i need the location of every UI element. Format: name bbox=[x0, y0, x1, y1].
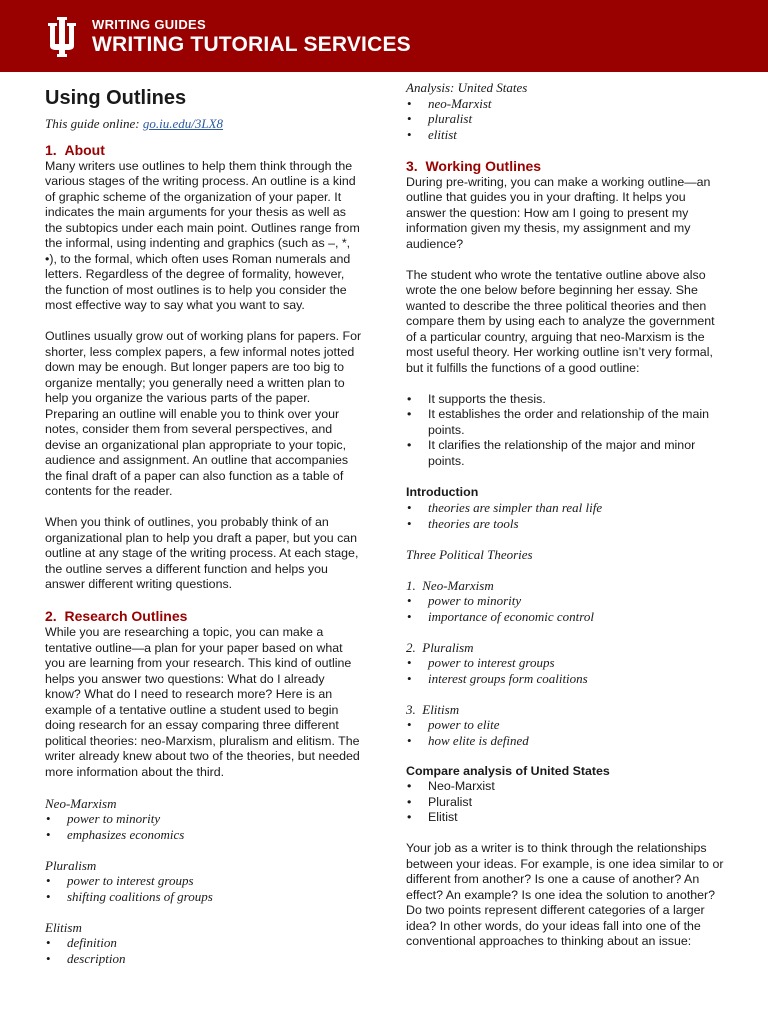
list-item: • It clarifies the relationship of the major and minor points. bbox=[406, 438, 728, 469]
about-paragraph-2: Outlines usually grow out of working plans for papers. For shorter, less complex papers, a few informal notes jotted down may be enough. But longer papers are too big to organize mentally; you generally need a written plan to help you organize the various parts of the paper. Preparing an outline will enable you to think over your notes, consider them from several perspectives, and devise an organizational plan appropriate to your topic, audience and assignment. An outline that accompanies the final draft of a paper can also function as a table of contents for the reader. bbox=[45, 329, 362, 498]
left-column bbox=[45, 80, 363, 982]
right-column bbox=[406, 80, 728, 965]
outline-group-title: Elitism bbox=[45, 919, 82, 935]
header-banner bbox=[0, 0, 768, 72]
analysis-list bbox=[406, 96, 728, 143]
section-heading-about: 1. About bbox=[45, 141, 105, 158]
introduction-title: Introduction bbox=[406, 484, 479, 499]
working-paragraph-1: During pre-writing, you can make a working outline—an outline that guides you in your drafting. It helps you answer the question: How am I going to present my information given my thesis, my assignment and my audience? bbox=[406, 174, 711, 251]
theory-list bbox=[406, 593, 728, 624]
research-paragraph: While you are researching a topic, you can make a tentative outline—a plan for your paper based on what you are learning from your research. This kind of outline helps you answer two questions: What do I already know? What do I need to research more? Here is an example of a tentative outline a student used to begin doing research for an essay comparing three different political theories: neo-Marxism, pluralism and elitism. The writer already knew about two of the theories, but needed more information about the third. bbox=[45, 625, 360, 779]
compare-title: Compare analysis of United States bbox=[406, 763, 610, 778]
list-item: • importance of economic control bbox=[406, 609, 728, 625]
theory-list bbox=[406, 655, 728, 686]
list-item: • Neo-Marxist bbox=[406, 779, 728, 795]
section-heading-research-outlines: 2. Research Outlines bbox=[45, 608, 188, 624]
functions-list bbox=[406, 392, 728, 470]
list-item: • shifting coalitions of groups bbox=[45, 889, 363, 905]
list-item: • theories are simpler than real life bbox=[406, 500, 728, 516]
list-item: • theories are tools bbox=[406, 516, 728, 532]
working-paragraph-2: The student who wrote the tentative outline above also wrote the one below before beginning her essay. She wanted to describe the three political theories and then compare them by using each to analyze the government of a particular country, arguing that neo-Marxism is the most useful theory. Her working outline isn’t very formal, but it fulfills the functions of a good outline: bbox=[406, 267, 715, 375]
closing-paragraph: Your job as a writer is to think through the relationships between your ideas. For example, is one idea similar to or different from another? Is one a cause of another? An effect? An example? Is one idea the solution to another? Do two points represent different categories of a larger idea? In other words, do your ideas fall into one of the conventional approaches to thinking about an issue: bbox=[406, 841, 724, 948]
list-item: • power to elite bbox=[406, 717, 728, 733]
outline-group-list bbox=[45, 873, 363, 904]
iu-trident-logo-icon bbox=[47, 17, 77, 57]
outline-group-list bbox=[45, 935, 363, 966]
introduction-list bbox=[406, 500, 728, 531]
about-paragraph-3: When you think of outlines, you probably think of an organizational plan to help you draft a paper, but you can outline at any stage of the writing process. At each stage, the outline serves a different function and helps you answer different writing questions. bbox=[45, 515, 359, 591]
list-item: • how elite is defined bbox=[406, 733, 728, 749]
list-item: • power to minority bbox=[45, 811, 363, 827]
guide-online-line bbox=[45, 116, 363, 132]
compare-list bbox=[406, 779, 728, 826]
header-subtitle: WRITING GUIDES bbox=[92, 17, 206, 32]
theory-title: 1. Neo-Marxism bbox=[406, 577, 494, 593]
list-item: • It establishes the order and relationship of the main points. bbox=[406, 407, 728, 438]
list-item: • neo-Marxist bbox=[406, 96, 728, 112]
header-title: WRITING TUTORIAL SERVICES bbox=[92, 33, 411, 56]
list-item: • description bbox=[45, 951, 363, 967]
theory-title: 3. Elitism bbox=[406, 701, 460, 717]
section-heading-working-outlines: 3. Working Outlines bbox=[406, 157, 542, 174]
list-item: • pluralist bbox=[406, 111, 728, 127]
analysis-title: Analysis: United States bbox=[406, 80, 528, 95]
list-item: • power to interest groups bbox=[406, 655, 728, 671]
theory-list bbox=[406, 717, 728, 748]
list-item: • power to minority bbox=[406, 593, 728, 609]
list-item: • emphasizes economics bbox=[45, 827, 363, 843]
outline-group-title: Pluralism bbox=[45, 857, 97, 873]
list-item: • elitist bbox=[406, 127, 728, 143]
list-item: • Elitist bbox=[406, 810, 728, 826]
three-theories-title: Three Political Theories bbox=[406, 546, 533, 562]
list-item: • definition bbox=[45, 935, 363, 951]
outline-group-list bbox=[45, 811, 363, 842]
list-item: • It supports the thesis. bbox=[406, 392, 728, 408]
guide-online-label: This guide online: bbox=[45, 116, 143, 131]
page-title: Using Outlines bbox=[45, 87, 187, 109]
list-item: • Pluralist bbox=[406, 795, 728, 811]
list-item: • interest groups form coalitions bbox=[406, 671, 728, 687]
guide-online-link[interactable]: go.iu.edu/3LX8 bbox=[142, 116, 224, 131]
theory-title: 2. Pluralism bbox=[406, 639, 474, 655]
about-paragraph-1: Many writers use outlines to help them think through the various stages of the writing process. An outline is a kind of graphic scheme of the organization of your paper. It indicates the main arguments for your thesis as well as the subtopics under each main point. Outlines range from the informal, using indenting and graphics (such as –, *, •), to the formal, which often uses Roman numerals and letters. Regardless of the degree of formality, however, the function of most outlines is to help you consider the most effective way to say what you want to say. bbox=[45, 158, 360, 312]
list-item: • power to interest groups bbox=[45, 873, 363, 889]
outline-group-title: Neo-Marxism bbox=[45, 795, 117, 811]
